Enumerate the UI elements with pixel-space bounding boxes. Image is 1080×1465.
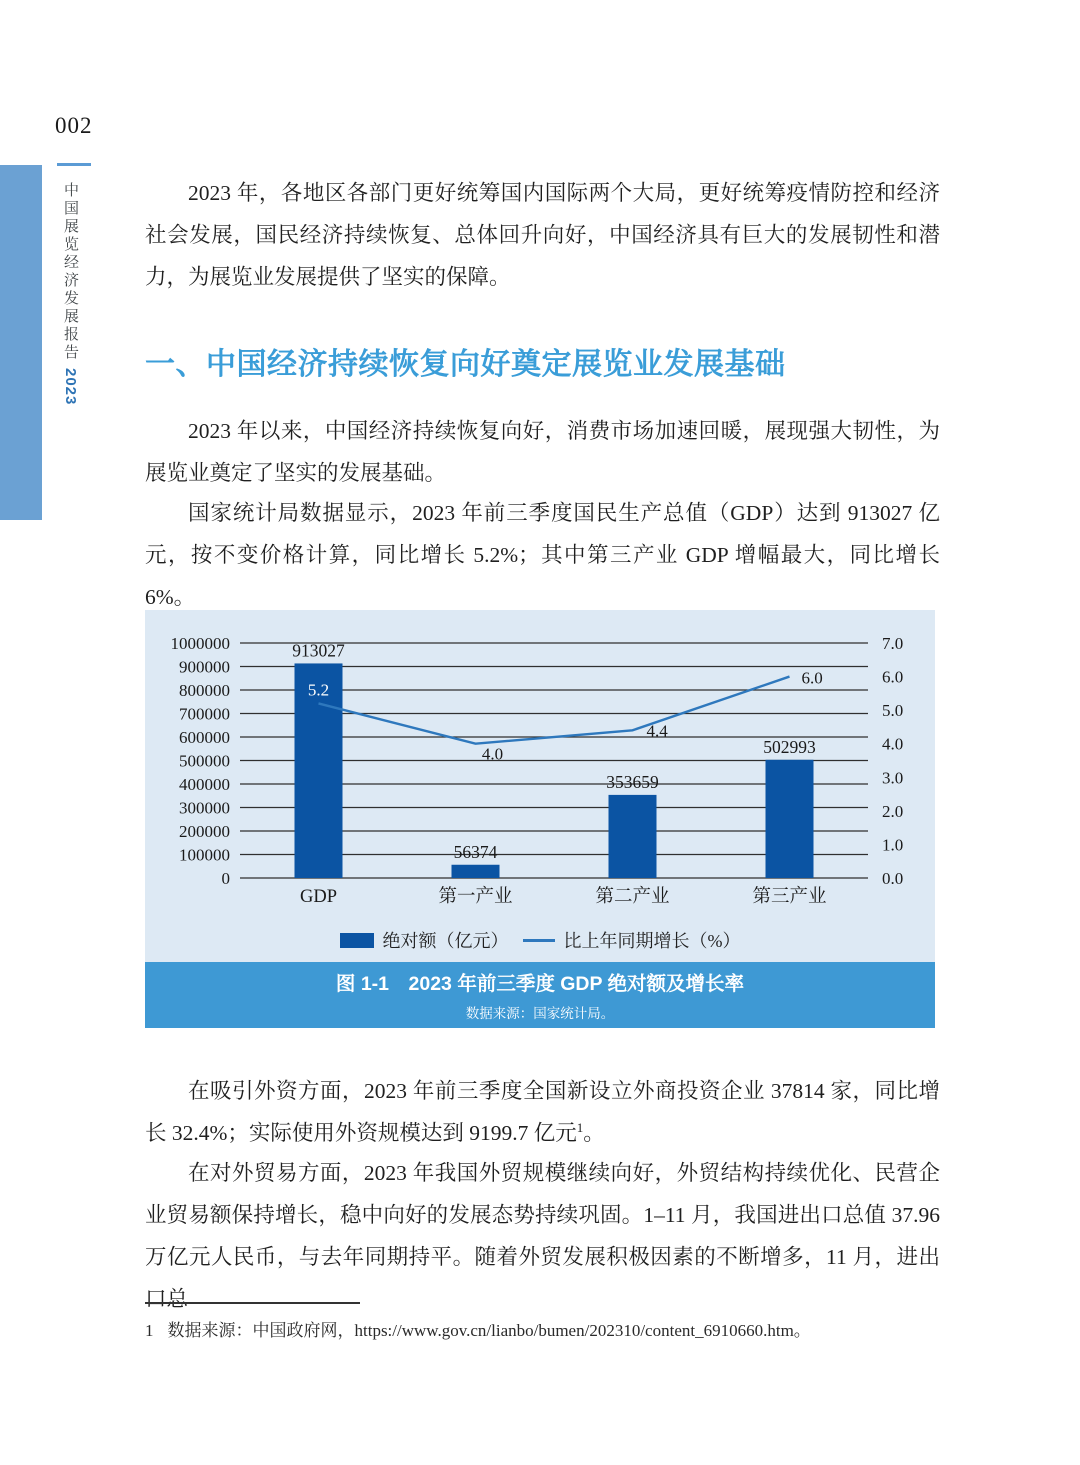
right-axis-tick-label: 0.0 (882, 869, 904, 888)
footnote-suffix: 。 (793, 1321, 811, 1340)
sidebar-accent-bar (0, 165, 42, 520)
left-axis-tick-label: 200000 (179, 822, 230, 841)
left-axis-tick-label: 800000 (179, 681, 230, 700)
paragraph-recovery: 2023 年以来，中国经济持续恢复向好，消费市场加速回暖，展现强大韧性，为展览业奠定了坚实的发展基础。 (145, 419, 940, 485)
bar-series-swatch-icon (340, 933, 374, 948)
right-axis-tick-label: 6.0 (882, 667, 904, 687)
left-axis-tick-label: 1000000 (170, 634, 230, 653)
footnote-url: https://www.gov.cn/lianbo/bumen/202310/content_6910660.htm (354, 1321, 794, 1340)
gdp-chart-panel (145, 610, 935, 962)
sidebar-title-year: 2023 (62, 368, 79, 406)
right-axis-tick-label: 4.0 (882, 734, 904, 754)
bar-value-label: 353659 (606, 771, 659, 792)
paragraph-foreign-trade: 在对外贸易方面，2023 年我国外贸规模继续向好，外贸结构持续优化、民营企业贸易额保持增长，稳中向好的发展态势持续巩固。1–11 月，我国进出口总值 37.96 万亿元人民币，与去年同期持平。随着外贸发展积极因素的不断增多，11 月，进出口总 (145, 1161, 940, 1311)
chart-data-source: 数据来源：国家统计局。 (465, 1006, 615, 1021)
left-axis-tick-label: 100000 (179, 845, 230, 865)
category-label: GDP (299, 887, 338, 907)
paragraph-foreign-investment (145, 1070, 940, 1154)
paragraph-gdp-stats: 国家统计局数据显示，2023 年前三季度国民生产总值（GDP）达到 913027 亿元，按不变价格计算，同比增长 5.2%；其中第三产业 GDP 增幅最大，同比增长 6%。 (145, 501, 940, 609)
footnote (145, 1316, 965, 1341)
legend-bar-label: 绝对额（亿元） (382, 931, 509, 951)
line-value-label: 4.4 (646, 721, 668, 741)
left-axis-tick-label: 300000 (179, 798, 230, 818)
line-value-label: 4.0 (481, 744, 504, 764)
line-series-swatch-icon (523, 939, 555, 942)
paragraph-foreign-investment-end: 。 (583, 1121, 605, 1145)
left-axis-tick-label: 400000 (179, 775, 230, 794)
footnote-marker: 1 (145, 1321, 154, 1340)
footnote-text: 数据来源：中国政府网， (167, 1321, 355, 1340)
right-axis-tick-label: 2.0 (882, 801, 904, 821)
section-heading: 一、中国经济持续恢复向好奠定展览业发展基础 (145, 348, 786, 381)
page-number: 002 (55, 113, 93, 138)
line-value-label: 6.0 (801, 668, 823, 688)
category-label: 第三产业 (752, 887, 827, 907)
left-axis-tick-label: 700000 (179, 704, 230, 724)
bar-value-label: 913027 (292, 640, 345, 661)
bar (452, 865, 500, 878)
left-axis-tick-label: 500000 (179, 751, 230, 771)
bar-value-label: 56374 (453, 841, 498, 862)
bar-value-label: 502993 (763, 736, 816, 757)
growth-line (319, 677, 790, 744)
line-value-label: 5.2 (307, 680, 330, 700)
right-axis-tick-label: 7.0 (882, 634, 904, 653)
bar (609, 795, 657, 878)
chart-caption-band (145, 962, 935, 1028)
legend-item-line (523, 927, 741, 953)
legend-line-label: 比上年同期增长（%） (563, 931, 741, 951)
left-axis-tick-label: 600000 (179, 728, 230, 747)
right-axis-tick-label: 1.0 (882, 835, 904, 855)
footnote-reference-mark: 1 (576, 1119, 584, 1135)
category-label: 第二产业 (595, 887, 670, 907)
legend-item-bar (340, 927, 509, 953)
paragraph-foreign-investment-text: 在吸引外资方面，2023 年前三季度全国新设立外商投资企业 37814 家，同比增长 32.4%；实际使用外资规模达到 9199.7 亿元 (145, 1079, 940, 1145)
right-axis-tick-label: 3.0 (882, 768, 904, 788)
page-number-rule (57, 163, 91, 166)
gdp-bar-line-chart (145, 610, 935, 912)
left-axis-tick-label: 900000 (179, 657, 230, 677)
sidebar-title-text: 中国展览经济发展报告 (62, 182, 79, 362)
paragraph-intro: 2023 年，各地区各部门更好统筹国内国际两个大局，更好统筹疫情防控和经济社会发展，国民经济持续恢复、总体回升向好，中国经济具有巨大的发展韧性和潜力，为展览业发展提供了坚实的保障。 (145, 181, 940, 289)
left-axis-tick-label: 0 (221, 869, 230, 888)
chart-caption-title: 图 1-1 2023 年前三季度 GDP 绝对额及增长率 (335, 973, 745, 995)
bar (766, 760, 814, 878)
footnote-divider (145, 1302, 360, 1304)
chart-legend (145, 917, 935, 963)
category-label: 第一产业 (438, 887, 513, 907)
sidebar-book-title (60, 182, 81, 442)
right-axis-tick-label: 5.0 (882, 701, 904, 721)
